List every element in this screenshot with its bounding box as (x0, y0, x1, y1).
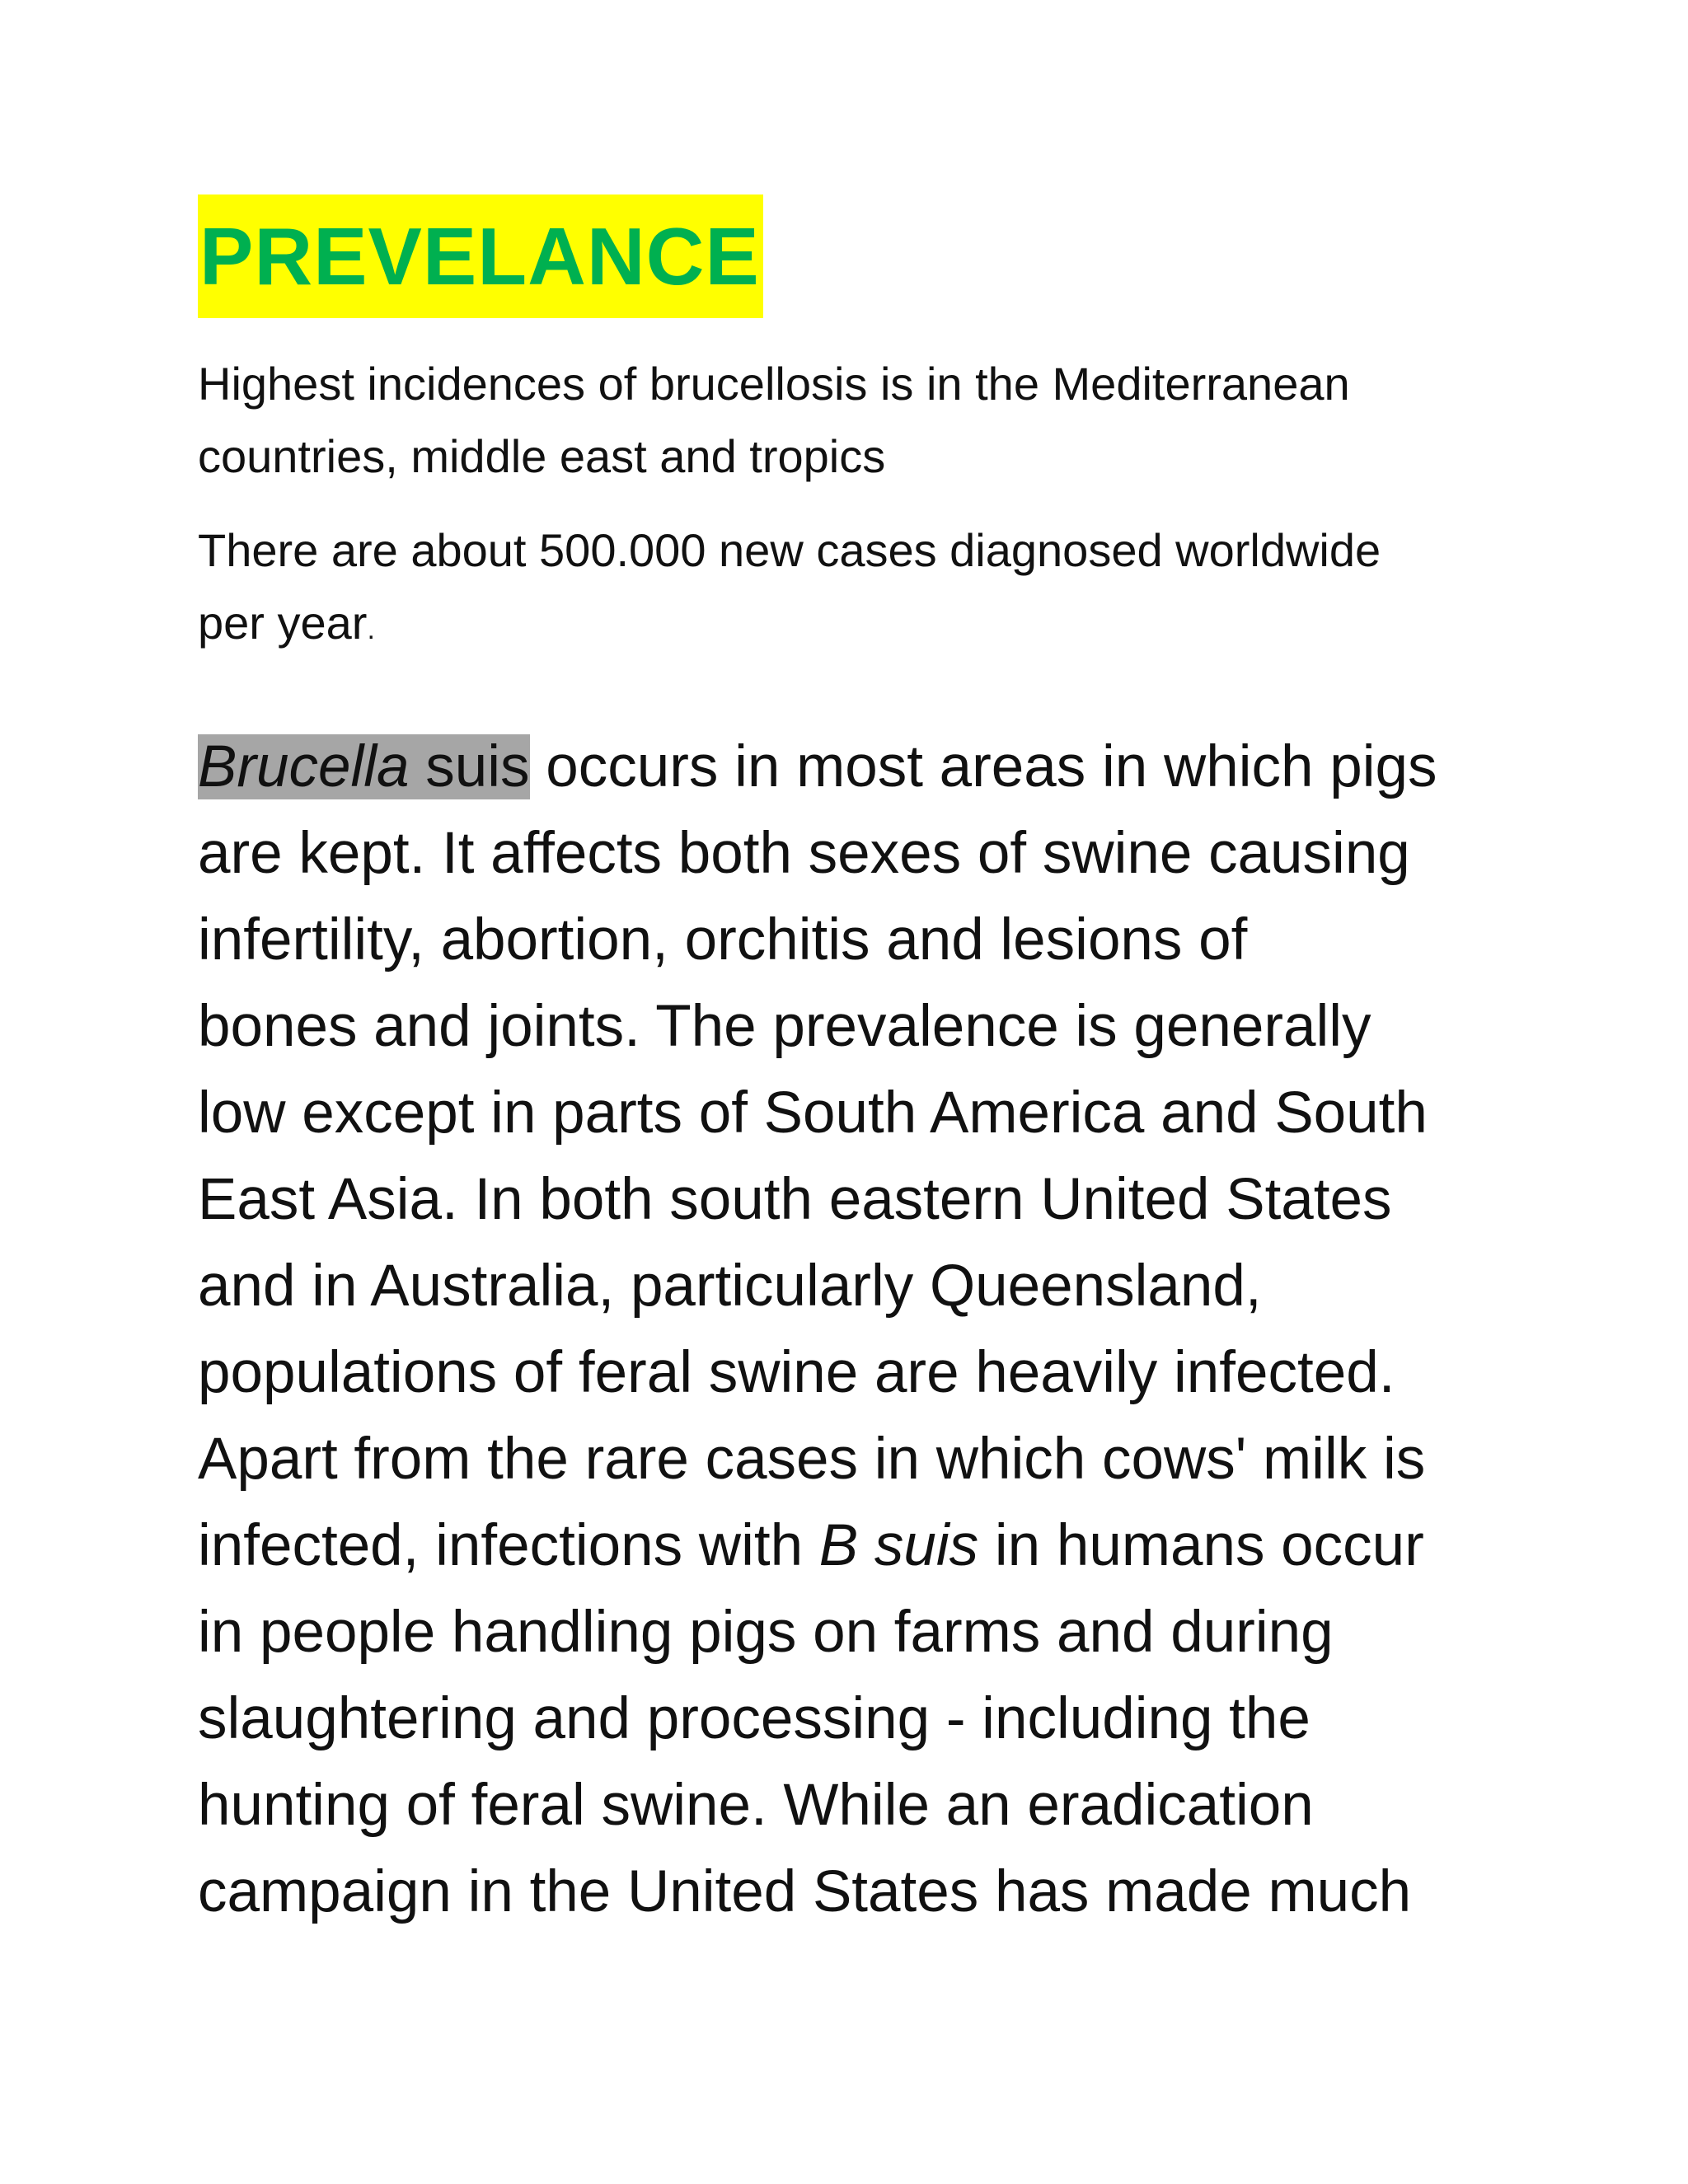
highlighted-term (198, 734, 530, 799)
suis-line-14: campaign in the United States has made much (198, 1859, 1412, 1924)
suis-line-10-b: in humans occur (978, 1513, 1424, 1578)
section-heading: PREVELANCE (198, 194, 763, 318)
genus-italic: Brucella (198, 734, 410, 799)
cases-line-1: There are about 500.000 new cases diagnosed worldwide (198, 524, 1381, 576)
suis-line-8: populations of feral swine are heavily infected. (198, 1340, 1395, 1405)
cases-paragraph (198, 514, 1517, 666)
suis-line-1-rest: occurs in most areas in which pigs (529, 734, 1437, 799)
suis-line-5: low except in parts of South America and South (198, 1080, 1428, 1146)
suis-line-12: slaughtering and processing - including the (198, 1686, 1311, 1751)
b-suis-italic: B suis (818, 1513, 979, 1578)
cases-line-2-period: . (367, 614, 375, 645)
suis-line-3: infertility, abortion, orchitis and lesions of (198, 907, 1248, 972)
suis-line-4: bones and joints. The prevalence is generally (198, 994, 1372, 1059)
suis-line-2: are kept. It affects both sexes of swine causing (198, 821, 1410, 886)
incidence-line-2: countries, middle east and tropics (198, 430, 886, 482)
suis-line-9: Apart from the rare cases in which cows' milk is (198, 1427, 1426, 1492)
suis-line-13: hunting of feral swine. While an eradication (198, 1773, 1314, 1838)
brucella-suis-paragraph (198, 724, 1517, 1935)
species-word: suis (409, 734, 530, 799)
suis-line-6: East Asia. In both south eastern United States (198, 1167, 1392, 1232)
suis-line-1 (198, 724, 1517, 810)
document-content (198, 194, 1517, 1994)
incidence-line-1: Highest incidences of brucellosis is in the Mediterranean (198, 358, 1350, 410)
incidence-paragraph (198, 348, 1517, 493)
suis-line-7: and in Australia, particularly Queensland, (198, 1254, 1262, 1319)
suis-line-11: in people handling pigs on farms and during (198, 1600, 1334, 1665)
cases-line-2: per year (198, 597, 368, 649)
suis-line-10-a: infected, infections with (198, 1513, 819, 1578)
suis-line-10 (198, 1502, 1517, 1589)
